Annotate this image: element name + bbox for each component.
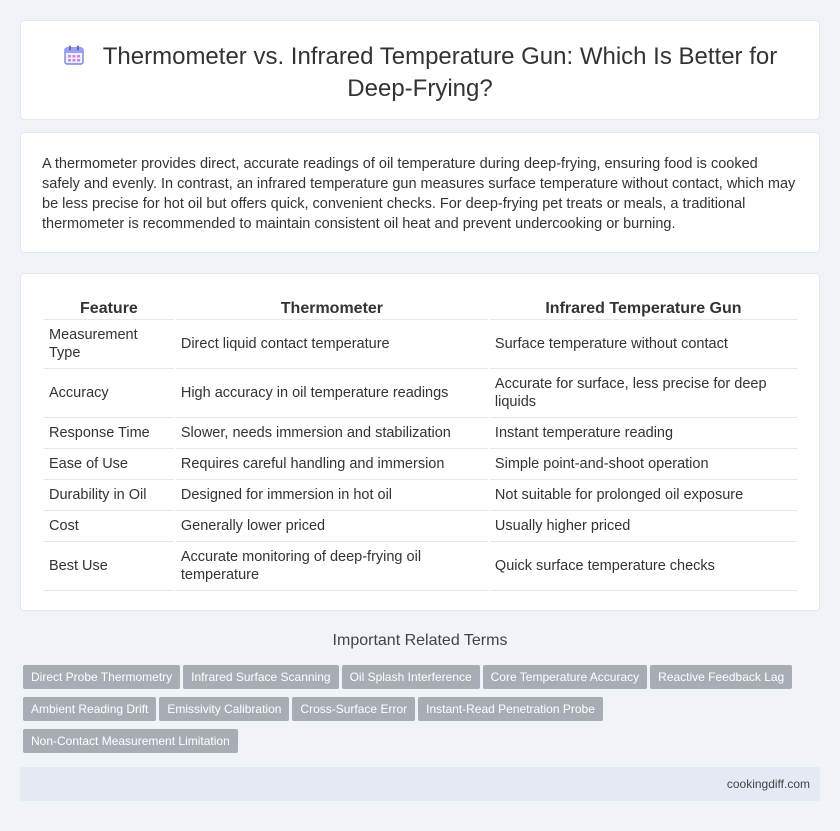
table-row (44, 418, 797, 449)
infrared-cell: Not suitable for prolonged oil exposure (490, 480, 797, 511)
comparison-table (42, 296, 799, 591)
tag-emissivity-calibration[interactable]: Emissivity Calibration (159, 697, 289, 721)
comparison-card (20, 273, 820, 611)
header-thermometer: Thermometer (176, 296, 488, 320)
infrared-cell: Quick surface temperature checks (490, 542, 797, 591)
related-terms-title: Important Related Terms (332, 632, 508, 649)
infrared-cell: Accurate for surface, less precise for deep liquids (490, 369, 797, 418)
tag-infrared-surface-scanning[interactable]: Infrared Surface Scanning (183, 665, 338, 689)
thermometer-cell: Slower, needs immersion and stabilization (176, 418, 488, 449)
thermometer-cell: Generally lower priced (176, 511, 488, 542)
table-row (44, 511, 797, 542)
feature-cell: Durability in Oil (44, 480, 174, 511)
related-terms-tags (23, 665, 813, 761)
footer (20, 767, 820, 801)
thermometer-cell: Direct liquid contact temperature (176, 320, 488, 369)
tag-oil-splash-interference[interactable]: Oil Splash Interference (342, 665, 480, 689)
thermometer-cell: Designed for immersion in hot oil (176, 480, 488, 511)
table-row (44, 542, 797, 591)
tag-reactive-feedback-lag[interactable]: Reactive Feedback Lag (650, 665, 792, 689)
calendar-icon (63, 44, 85, 66)
tag-core-temperature-accuracy[interactable]: Core Temperature Accuracy (483, 665, 648, 689)
table-row (44, 369, 797, 418)
table-header-row (44, 296, 797, 320)
table-row (44, 320, 797, 369)
title-card (20, 20, 820, 120)
page-title-text: Thermometer vs. Infrared Temperature Gun: Which Is Better for Deep-Frying? (102, 43, 778, 102)
summary-text: A thermometer provides direct, accurate readings of oil temperature during deep-frying, ensuring food is cooked safely and evenly. In contrast, an infrared temperature gun measures surface temperature without contact, which may be less precise for hot oil but offers quick, convenient checks. For deep-frying pet treats or meals, a traditional thermometer is recommended to maintain consistent oil heat and prevent undercooking or burning. (42, 156, 796, 232)
feature-cell: Measurement Type (44, 320, 174, 369)
feature-cell: Ease of Use (44, 449, 174, 480)
infrared-cell: Instant temperature reading (490, 418, 797, 449)
tag-cross-surface-error[interactable]: Cross-Surface Error (292, 697, 415, 721)
infrared-cell: Surface temperature without contact (490, 320, 797, 369)
header-feature: Feature (44, 296, 174, 320)
feature-cell: Cost (44, 511, 174, 542)
table-row (44, 480, 797, 511)
summary-card (20, 132, 820, 253)
thermometer-cell: High accuracy in oil temperature readings (176, 369, 488, 418)
feature-cell: Response Time (44, 418, 174, 449)
infrared-cell: Simple point-and-shoot operation (490, 449, 797, 480)
thermometer-cell: Accurate monitoring of deep-frying oil temperature (176, 542, 488, 591)
tag-ambient-reading-drift[interactable]: Ambient Reading Drift (23, 697, 156, 721)
tag-direct-probe-thermometry[interactable]: Direct Probe Thermometry (23, 665, 180, 689)
feature-cell: Accuracy (44, 369, 174, 418)
tag-instant-read-penetration-probe[interactable]: Instant-Read Penetration Probe (418, 697, 603, 721)
infrared-cell: Usually higher priced (490, 511, 797, 542)
thermometer-cell: Requires careful handling and immersion (176, 449, 488, 480)
feature-cell: Best Use (44, 542, 174, 591)
tag-non-contact-measurement-limitation[interactable]: Non-Contact Measurement Limitation (23, 729, 238, 753)
table-row (44, 449, 797, 480)
footer-site-link[interactable]: cookingdiff.com (726, 777, 810, 791)
page-title (61, 41, 779, 105)
header-infrared-gun: Infrared Temperature Gun (490, 296, 797, 320)
